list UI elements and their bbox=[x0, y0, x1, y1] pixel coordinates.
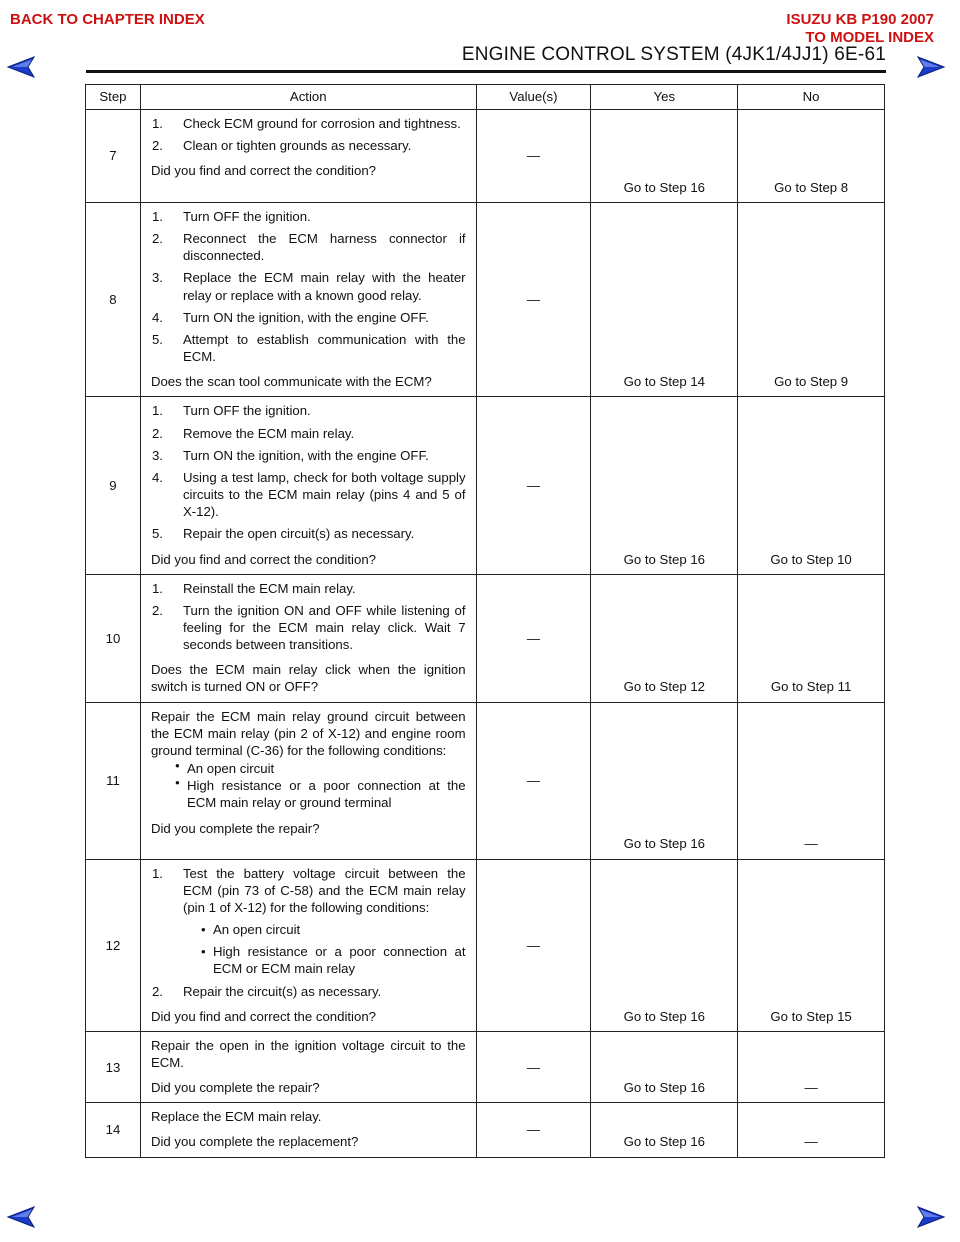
action-item: 2. Clean or tighten grounds as necessary. bbox=[151, 137, 466, 154]
no-result: Go to Step 11 bbox=[738, 574, 885, 702]
step-value: — bbox=[476, 574, 591, 702]
step-question: Did you complete the repair? bbox=[150, 820, 320, 836]
no-result: — bbox=[738, 1031, 885, 1102]
step-action bbox=[140, 397, 476, 574]
action-item: 3. Replace the ECM main relay with the heater relay or replace with a known good relay. bbox=[151, 269, 466, 303]
yes-result: Go to Step 16 bbox=[591, 702, 738, 859]
step-question: Does the ECM main relay click when the ignition switch is turned ON or OFF? bbox=[150, 662, 466, 695]
table-row bbox=[86, 1031, 885, 1102]
no-result: Go to Step 15 bbox=[738, 859, 885, 1031]
step-question: Did you find and correct the condition? bbox=[150, 163, 376, 179]
action-item: 1. Check ECM ground for corrosion and tightness. bbox=[151, 115, 466, 132]
table-row bbox=[86, 574, 885, 702]
condition-bullet: • High resistance or a poor connection at ECM or ECM main relay bbox=[183, 943, 466, 977]
no-result: — bbox=[738, 702, 885, 859]
col-header-action: Action bbox=[140, 85, 476, 110]
action-item: 2. Repair the circuit(s) as necessary. bbox=[151, 983, 466, 1000]
step-value: — bbox=[476, 859, 591, 1031]
col-header-yes: Yes bbox=[591, 85, 738, 110]
step-number: 8 bbox=[86, 203, 141, 397]
step-action bbox=[140, 702, 476, 859]
table-header-row bbox=[86, 85, 885, 110]
step-value: — bbox=[476, 110, 591, 203]
action-item: 2. Reconnect the ECM harness connector if disconnected. bbox=[151, 230, 466, 264]
yes-result: Go to Step 16 bbox=[591, 1103, 738, 1157]
condition-bullet: ● An open circuit bbox=[175, 760, 466, 777]
action-item: 2. Turn the ignition ON and OFF while listening of feeling for the ECM main relay click. Wait 7 seconds between transitions. bbox=[151, 602, 466, 653]
step-question: Does the scan tool communicate with the ECM? bbox=[150, 374, 432, 390]
col-header-step: Step bbox=[86, 85, 141, 110]
page-title: ENGINE CONTROL SYSTEM (4JK1/4JJ1) 6E-61 bbox=[461, 44, 886, 65]
no-result: — bbox=[738, 1103, 885, 1157]
step-action bbox=[140, 1031, 476, 1102]
table-row bbox=[86, 203, 885, 397]
step-number: 14 bbox=[86, 1103, 141, 1157]
table-row bbox=[86, 702, 885, 859]
yes-result: Go to Step 16 bbox=[591, 1031, 738, 1102]
action-item: 2. Remove the ECM main relay. bbox=[151, 425, 466, 442]
next-page-arrow-icon[interactable] bbox=[912, 55, 946, 79]
prev-page-arrow-icon[interactable] bbox=[6, 55, 40, 79]
step-number: 12 bbox=[86, 859, 141, 1031]
diagnostic-table bbox=[85, 84, 885, 1158]
table-row bbox=[86, 397, 885, 574]
no-result: Go to Step 9 bbox=[738, 203, 885, 397]
yes-result: Go to Step 16 bbox=[591, 110, 738, 203]
col-header-no: No bbox=[738, 85, 885, 110]
action-item: 1. Turn OFF the ignition. bbox=[151, 402, 466, 419]
condition-bullet: ● High resistance or a poor connection at the ECM main relay or ground terminal bbox=[175, 777, 466, 811]
action-item: 3. Turn ON the ignition, with the engine OFF. bbox=[151, 447, 466, 464]
step-value: — bbox=[476, 1103, 591, 1157]
step-number: 9 bbox=[86, 397, 141, 574]
step-number: 13 bbox=[86, 1031, 141, 1102]
yes-result: Go to Step 16 bbox=[591, 397, 738, 574]
action-item: 1. Turn OFF the ignition. bbox=[151, 208, 466, 225]
action-item: 4. Turn ON the ignition, with the engine OFF. bbox=[151, 309, 466, 326]
action-item: 1. Reinstall the ECM main relay. bbox=[151, 580, 466, 597]
table-row bbox=[86, 110, 885, 203]
table-row bbox=[86, 1103, 885, 1157]
condition-bullet: • An open circuit bbox=[183, 921, 466, 938]
step-question: Did you find and correct the condition? bbox=[150, 1008, 376, 1024]
no-result: Go to Step 8 bbox=[738, 110, 885, 203]
action-text: Repair the ECM main relay ground circuit between the ECM main relay (pin 2 of X-12) and engine room ground terminal (C-36) for the following conditions: bbox=[150, 708, 466, 758]
col-header-values: Value(s) bbox=[476, 85, 591, 110]
action-text: Repair the open in the ignition voltage circuit to the ECM. bbox=[150, 1037, 466, 1070]
header-rule bbox=[86, 70, 886, 73]
to-model-index-link[interactable]: TO MODEL INDEX bbox=[805, 29, 934, 46]
step-action bbox=[140, 203, 476, 397]
no-result: Go to Step 10 bbox=[738, 397, 885, 574]
yes-result: Go to Step 14 bbox=[591, 203, 738, 397]
step-number: 10 bbox=[86, 574, 141, 702]
step-value: — bbox=[476, 203, 591, 397]
step-action bbox=[140, 574, 476, 702]
step-value: — bbox=[476, 1031, 591, 1102]
step-question: Did you complete the replacement? bbox=[150, 1134, 359, 1150]
next-page-arrow-icon[interactable] bbox=[912, 1205, 946, 1229]
model-title[interactable]: ISUZU KB P190 2007 bbox=[786, 11, 934, 28]
action-item bbox=[151, 865, 466, 978]
back-to-chapter-index-link[interactable]: BACK TO CHAPTER INDEX bbox=[10, 11, 205, 28]
yes-result: Go to Step 16 bbox=[591, 859, 738, 1031]
step-number: 11 bbox=[86, 702, 141, 859]
step-question: Did you complete the repair? bbox=[150, 1080, 320, 1096]
prev-page-arrow-icon[interactable] bbox=[6, 1205, 40, 1229]
step-number: 7 bbox=[86, 110, 141, 203]
table-row bbox=[86, 859, 885, 1031]
action-item: 5. Repair the open circuit(s) as necessary. bbox=[151, 525, 466, 542]
yes-result: Go to Step 12 bbox=[591, 574, 738, 702]
step-value: — bbox=[476, 702, 591, 859]
step-action bbox=[140, 110, 476, 203]
action-item-text: Test the battery voltage circuit between the ECM (pin 73 of C-58) and the ECM main relay (pin 1 of X-12) for the following conditions: bbox=[182, 865, 466, 915]
step-question: Did you find and correct the condition? bbox=[150, 551, 376, 567]
step-value: — bbox=[476, 397, 591, 574]
step-action bbox=[140, 859, 476, 1031]
action-text: Replace the ECM main relay. bbox=[150, 1109, 322, 1125]
action-item: 4. Using a test lamp, check for both voltage supply circuits to the ECM main relay (pins 4 and 5 of X-12). bbox=[151, 469, 466, 520]
action-item: 5. Attempt to establish communication with the ECM. bbox=[151, 331, 466, 365]
step-action bbox=[140, 1103, 476, 1157]
